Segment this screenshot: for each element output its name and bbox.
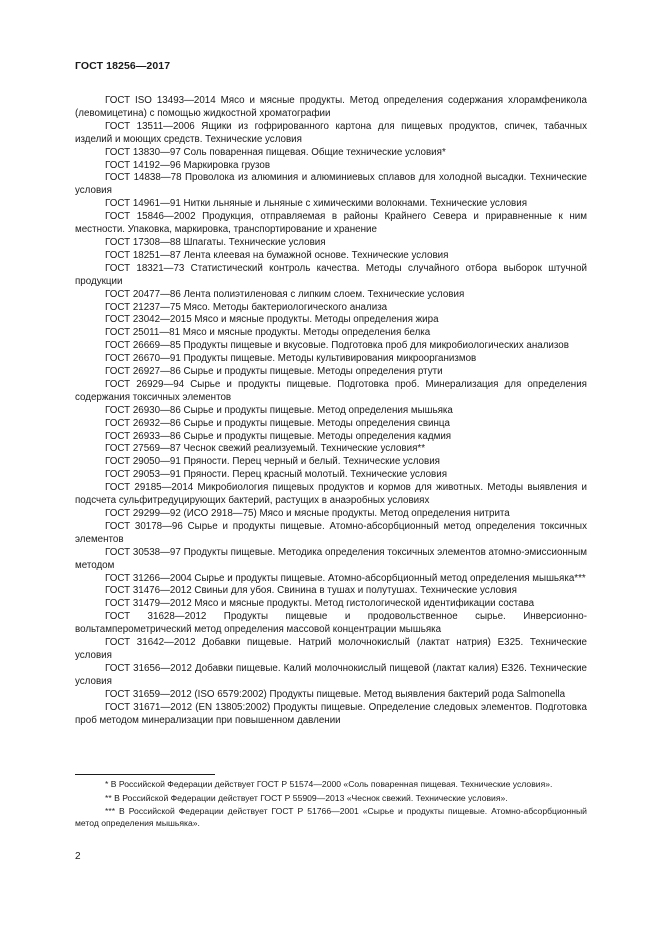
reference-item: ГОСТ 29053—91 Пряности. Перец красный молотый. Технические условия <box>105 469 448 481</box>
reference-item: ГОСТ 20477—86 Лента полиэтиленовая с липким слоем. Технические условия <box>105 288 465 300</box>
reference-item: ГОСТ 26932—86 Сырье и продукты пищевые. Методы определения свинца <box>105 417 450 429</box>
reference-item: ГОСТ 31476—2012 Свиньи для убоя. Свинина в тушах и полутушах. Технические условия <box>105 585 517 597</box>
footnotes <box>75 779 587 831</box>
reference-item: ГОСТ 27569—87 Чеснок свежий реализуемый. Технические условия** <box>105 443 426 455</box>
reference-item: ГОСТ 13511—2006 Ящики из гофрированного картона для пищевых продуктов, спичек, табачных изделий и моющих средств. Технические условия <box>75 120 587 145</box>
reference-item: ГОСТ ISO 13493—2014 Мясо и мясные продукты. Метод определения содержания хлорамфеникола (левомицетина) с помощью жидкостной хроматографии <box>75 95 587 119</box>
reference-item: ГОСТ 31659—2012 (ISO 6579:2002) Продукты пищевые. Метод выявления бактерий рода Salmonella <box>105 688 566 700</box>
reference-item: ГОСТ 13830—97 Соль поваренная пищевая. Общие технические условия* <box>105 146 446 158</box>
reference-item: ГОСТ 18321—73 Статистический контроль качества. Методы случайного отбора выборок штучной продукции <box>75 262 587 287</box>
reference-item: ГОСТ 26669—85 Продукты пищевые и вкусовые. Подготовка проб для микробиологических анализов <box>105 340 569 352</box>
references-list <box>75 95 587 727</box>
reference-item: ГОСТ 14961—91 Нитки льняные и льняные с химическими волокнами. Технические условия <box>105 198 528 210</box>
reference-item: ГОСТ 31266—2004 Сырье и продукты пищевые. Атомно-абсорбционный метод определения мышьяка*** <box>105 572 586 584</box>
reference-item: ГОСТ 23042—2015 Мясо и мясные продукты. Методы определения жира <box>105 314 439 326</box>
reference-item: ГОСТ 15846—2002 Продукция, отправляемая в районы Крайнего Севера и приравненные к ним местности. Упаковка, маркировка, транспортирование и хранение <box>75 211 587 236</box>
reference-item: ГОСТ 26670—91 Продукты пищевые. Методы культивирования микроорганизмов <box>105 353 477 365</box>
reference-item: ГОСТ 26930—86 Сырье и продукты пищевые. Метод определения мышьяка <box>105 404 453 416</box>
reference-item: ГОСТ 26929—94 Сырье и продукты пищевые. Подготовка проб. Минерализация для определения содержания токсичных элементов <box>75 378 587 403</box>
footnote-item: ** В Российской Федерации действует ГОСТ Р 55909—2013 «Чеснок свежий. Технические условия». <box>105 792 508 803</box>
footnote-item: * В Российской Федерации действует ГОСТ Р 51574—2000 «Соль поваренная пищевая. Технические условия». <box>105 779 553 789</box>
reference-item: ГОСТ 31479—2012 Мясо и мясные продукты. Метод гистологической идентификации состава <box>105 598 535 610</box>
reference-item: ГОСТ 26927—86 Сырье и продукты пищевые. Методы определения ртути <box>105 366 443 378</box>
reference-item: ГОСТ 29050—91 Пряности. Перец черный и белый. Технические условия <box>105 456 440 468</box>
reference-item: ГОСТ 18251—87 Лента клеевая на бумажной основе. Технические условия <box>105 249 449 261</box>
reference-item: ГОСТ 14838—78 Проволока из алюминия и алюминиевых сплавов для холодной высадки. Технические условия <box>75 172 587 197</box>
reference-item: ГОСТ 31642—2012 Добавки пищевые. Натрий молочнокислый (лактат натрия) Е325. Технические условия <box>75 637 587 661</box>
reference-item: ГОСТ 29185—2014 Микробиология пищевых продуктов и кормов для животных. Методы выявления и подсчета сульфитредуцирующих бактерий, растущих в анаэробных условиях <box>75 482 587 507</box>
reference-item: ГОСТ 26933—86 Сырье и продукты пищевые. Методы определения кадмия <box>105 430 452 442</box>
reference-item: ГОСТ 14192—96 Маркировка грузов <box>105 159 271 171</box>
reference-item: ГОСТ 21237—75 Мясо. Методы бактериологического анализа <box>105 301 388 313</box>
reference-item: ГОСТ 31671—2012 (EN 13805:2002) Продукты пищевые. Определение следовых элементов. Подготовка проб методом минерализации при повышенном давлении <box>75 701 587 726</box>
reference-item: ГОСТ 31628—2012 Продукты пищевые и продовольственное сырье. Инверсионно-вольтамперометрический метод определения массовой концентрации мышьяка <box>75 611 587 636</box>
footnote-item: *** В Российской Федерации действует ГОСТ Р 51766—2001 «Сырье и продукты пищевые. Атомно-абсорбционный метод определения мышьяка». <box>75 806 587 828</box>
page-number: 2 <box>75 851 81 862</box>
footnote-divider <box>75 774 215 775</box>
reference-item: ГОСТ 17308—88 Шпагаты. Технические условия <box>105 236 326 248</box>
reference-item: ГОСТ 25011—81 Мясо и мясные продукты. Методы определения белка <box>105 327 431 339</box>
page-header-title: ГОСТ 18256—2017 <box>75 60 171 72</box>
reference-item: ГОСТ 31656—2012 Добавки пищевые. Калий молочнокислый пищевой (лактат калия) Е326. Технические условия <box>75 662 587 687</box>
reference-item: ГОСТ 30178—96 Сырье и продукты пищевые. Атомно-абсорбционный метод определения токсичных элементов <box>75 520 587 545</box>
reference-item: ГОСТ 30538—97 Продукты пищевые. Методика определения токсичных элементов атомно-эмиссионным методом <box>75 546 587 571</box>
reference-item: ГОСТ 29299—92 (ИСО 2918—75) Мясо и мясные продукты. Метод определения нитрита <box>105 508 510 519</box>
